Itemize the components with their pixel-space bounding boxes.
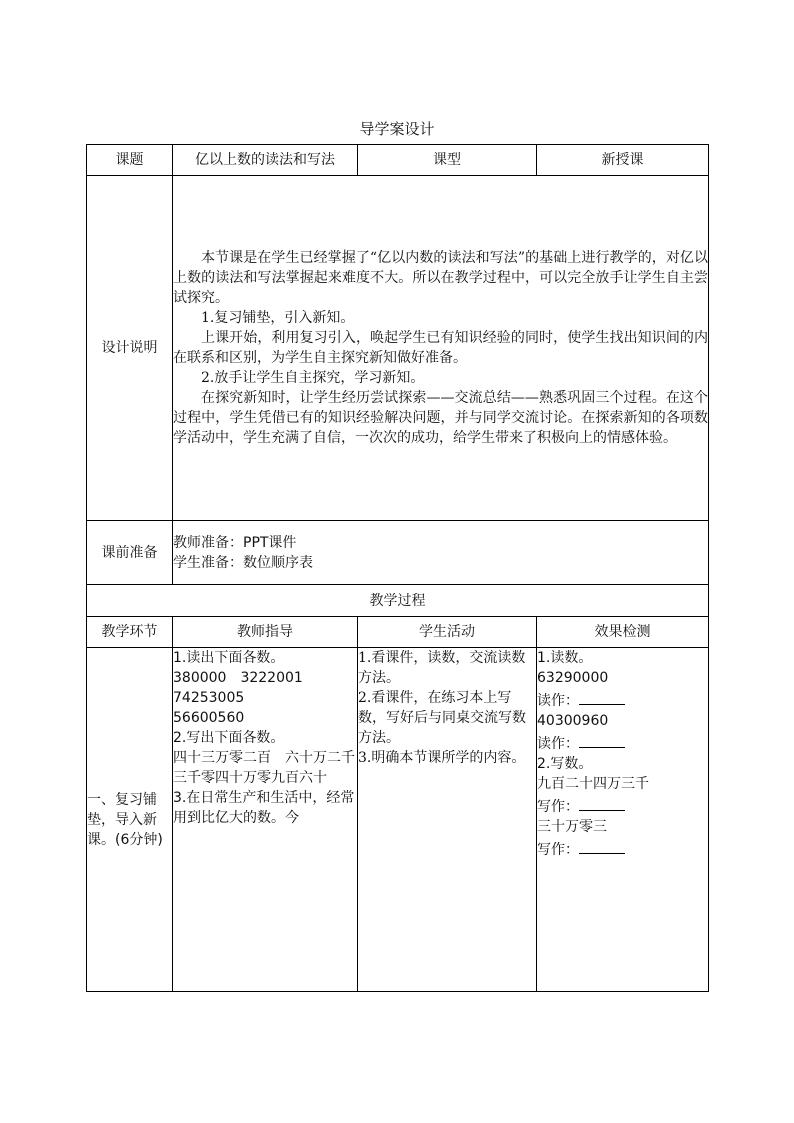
topic-label: 课题 <box>87 145 173 176</box>
process-header-row <box>87 617 709 648</box>
design-label: 设计说明 <box>87 176 173 521</box>
design-paragraph: 2.放手让学生自主探究，学习新知。 <box>201 370 425 386</box>
design-paragraph: 在探究新知时，让学生经历尝试探索——交流总结——熟悉巩固三个过程。在这个过程中，学生凭借已有的知识经验解决问题，并与同学交流讨论。在探索新知的各项数学活动中，学生充满了自信，一次次的成功，给学生带来了积极向上的情感体验。 <box>173 390 708 446</box>
check-line: 写作： <box>537 794 708 817</box>
check-line: 1.读数。 <box>537 650 593 666</box>
column-header-teacher: 教师指导 <box>173 617 358 648</box>
teacher-line: 三千零四十万零九百六十 <box>173 770 327 786</box>
check-line: 三十万零三 <box>537 819 607 835</box>
check-line: 40300960 <box>537 713 609 729</box>
teacher-line: 74253005 <box>173 690 245 706</box>
answer-blank[interactable] <box>579 731 625 748</box>
check-line: 63290000 <box>537 670 609 686</box>
student-line: 1.看课件，读数，交流读数方法。 <box>358 650 526 686</box>
check-line: 读作： <box>537 688 708 711</box>
column-header-stage: 教学环节 <box>87 617 173 648</box>
check-line: 2.写数。 <box>537 756 593 772</box>
process-title: 教学过程 <box>87 585 709 617</box>
teacher-line: 56600560 <box>173 710 245 726</box>
preparation-label: 课前准备 <box>87 521 173 585</box>
check-line: 读作： <box>537 731 708 754</box>
stage-name: 一、复习铺垫，导入新课。(6分钟) <box>87 648 173 992</box>
teacher-line: 四十三万零二百 六十万二千 <box>173 750 355 766</box>
student-line: 3.明确本节课所学的内容。 <box>358 750 526 766</box>
topic-value: 亿以上数的读法和写法 <box>173 145 358 176</box>
answer-blank[interactable] <box>579 837 625 854</box>
type-value: 新授课 <box>537 145 709 176</box>
design-description <box>173 176 709 521</box>
teacher-line: 2.写出下面各数。 <box>173 730 285 746</box>
answer-blank[interactable] <box>579 794 625 811</box>
type-label: 课型 <box>358 145 537 176</box>
teacher-line: 380000 3222001 <box>173 670 303 686</box>
student-preparation: 学生准备：数位顺序表 <box>173 554 313 571</box>
teacher-line: 1.读出下面各数。 <box>173 650 285 666</box>
design-paragraph: 上课开始，利用复习引入，唤起学生已有知识经验的同时，使学生找出知识间的内在联系和区别，为学生自主探究新知做好准备。 <box>173 330 708 366</box>
answer-blank[interactable] <box>579 688 625 705</box>
check-line: 九百二十四万三千 <box>537 776 649 792</box>
student-line: 2.看课件，在练习本上写数，写好后与同桌交流写数方法。 <box>358 690 526 746</box>
design-paragraph: 1.复习铺垫，引入新知。 <box>201 310 355 326</box>
teacher-guidance <box>173 648 358 992</box>
check-line: 写作： <box>537 837 708 860</box>
document-title: 导学案设计 <box>359 120 435 138</box>
preparation-row <box>87 521 709 585</box>
column-header-student: 学生活动 <box>358 617 537 648</box>
lesson-plan-table <box>86 144 709 992</box>
process-title-row <box>87 585 709 617</box>
effect-check <box>537 648 709 992</box>
preparation-content <box>173 521 709 585</box>
teacher-line: 3.在日常生产和生活中，经常用到比亿大的数。今 <box>173 790 355 826</box>
student-activity <box>358 648 537 992</box>
design-row <box>87 176 709 521</box>
column-header-check: 效果检测 <box>537 617 709 648</box>
design-paragraph: 本节课是在学生已经掌握了“亿以内数的读法和写法”的基础上进行教学的，对亿以上数的读法和写法掌握起来难度不大。所以在教学过程中，可以完全放手让学生自主尝试探究。 <box>173 250 708 306</box>
process-stage-row <box>87 648 709 992</box>
header-row <box>87 145 709 176</box>
teacher-preparation: 教师准备：PPT课件 <box>173 534 297 551</box>
